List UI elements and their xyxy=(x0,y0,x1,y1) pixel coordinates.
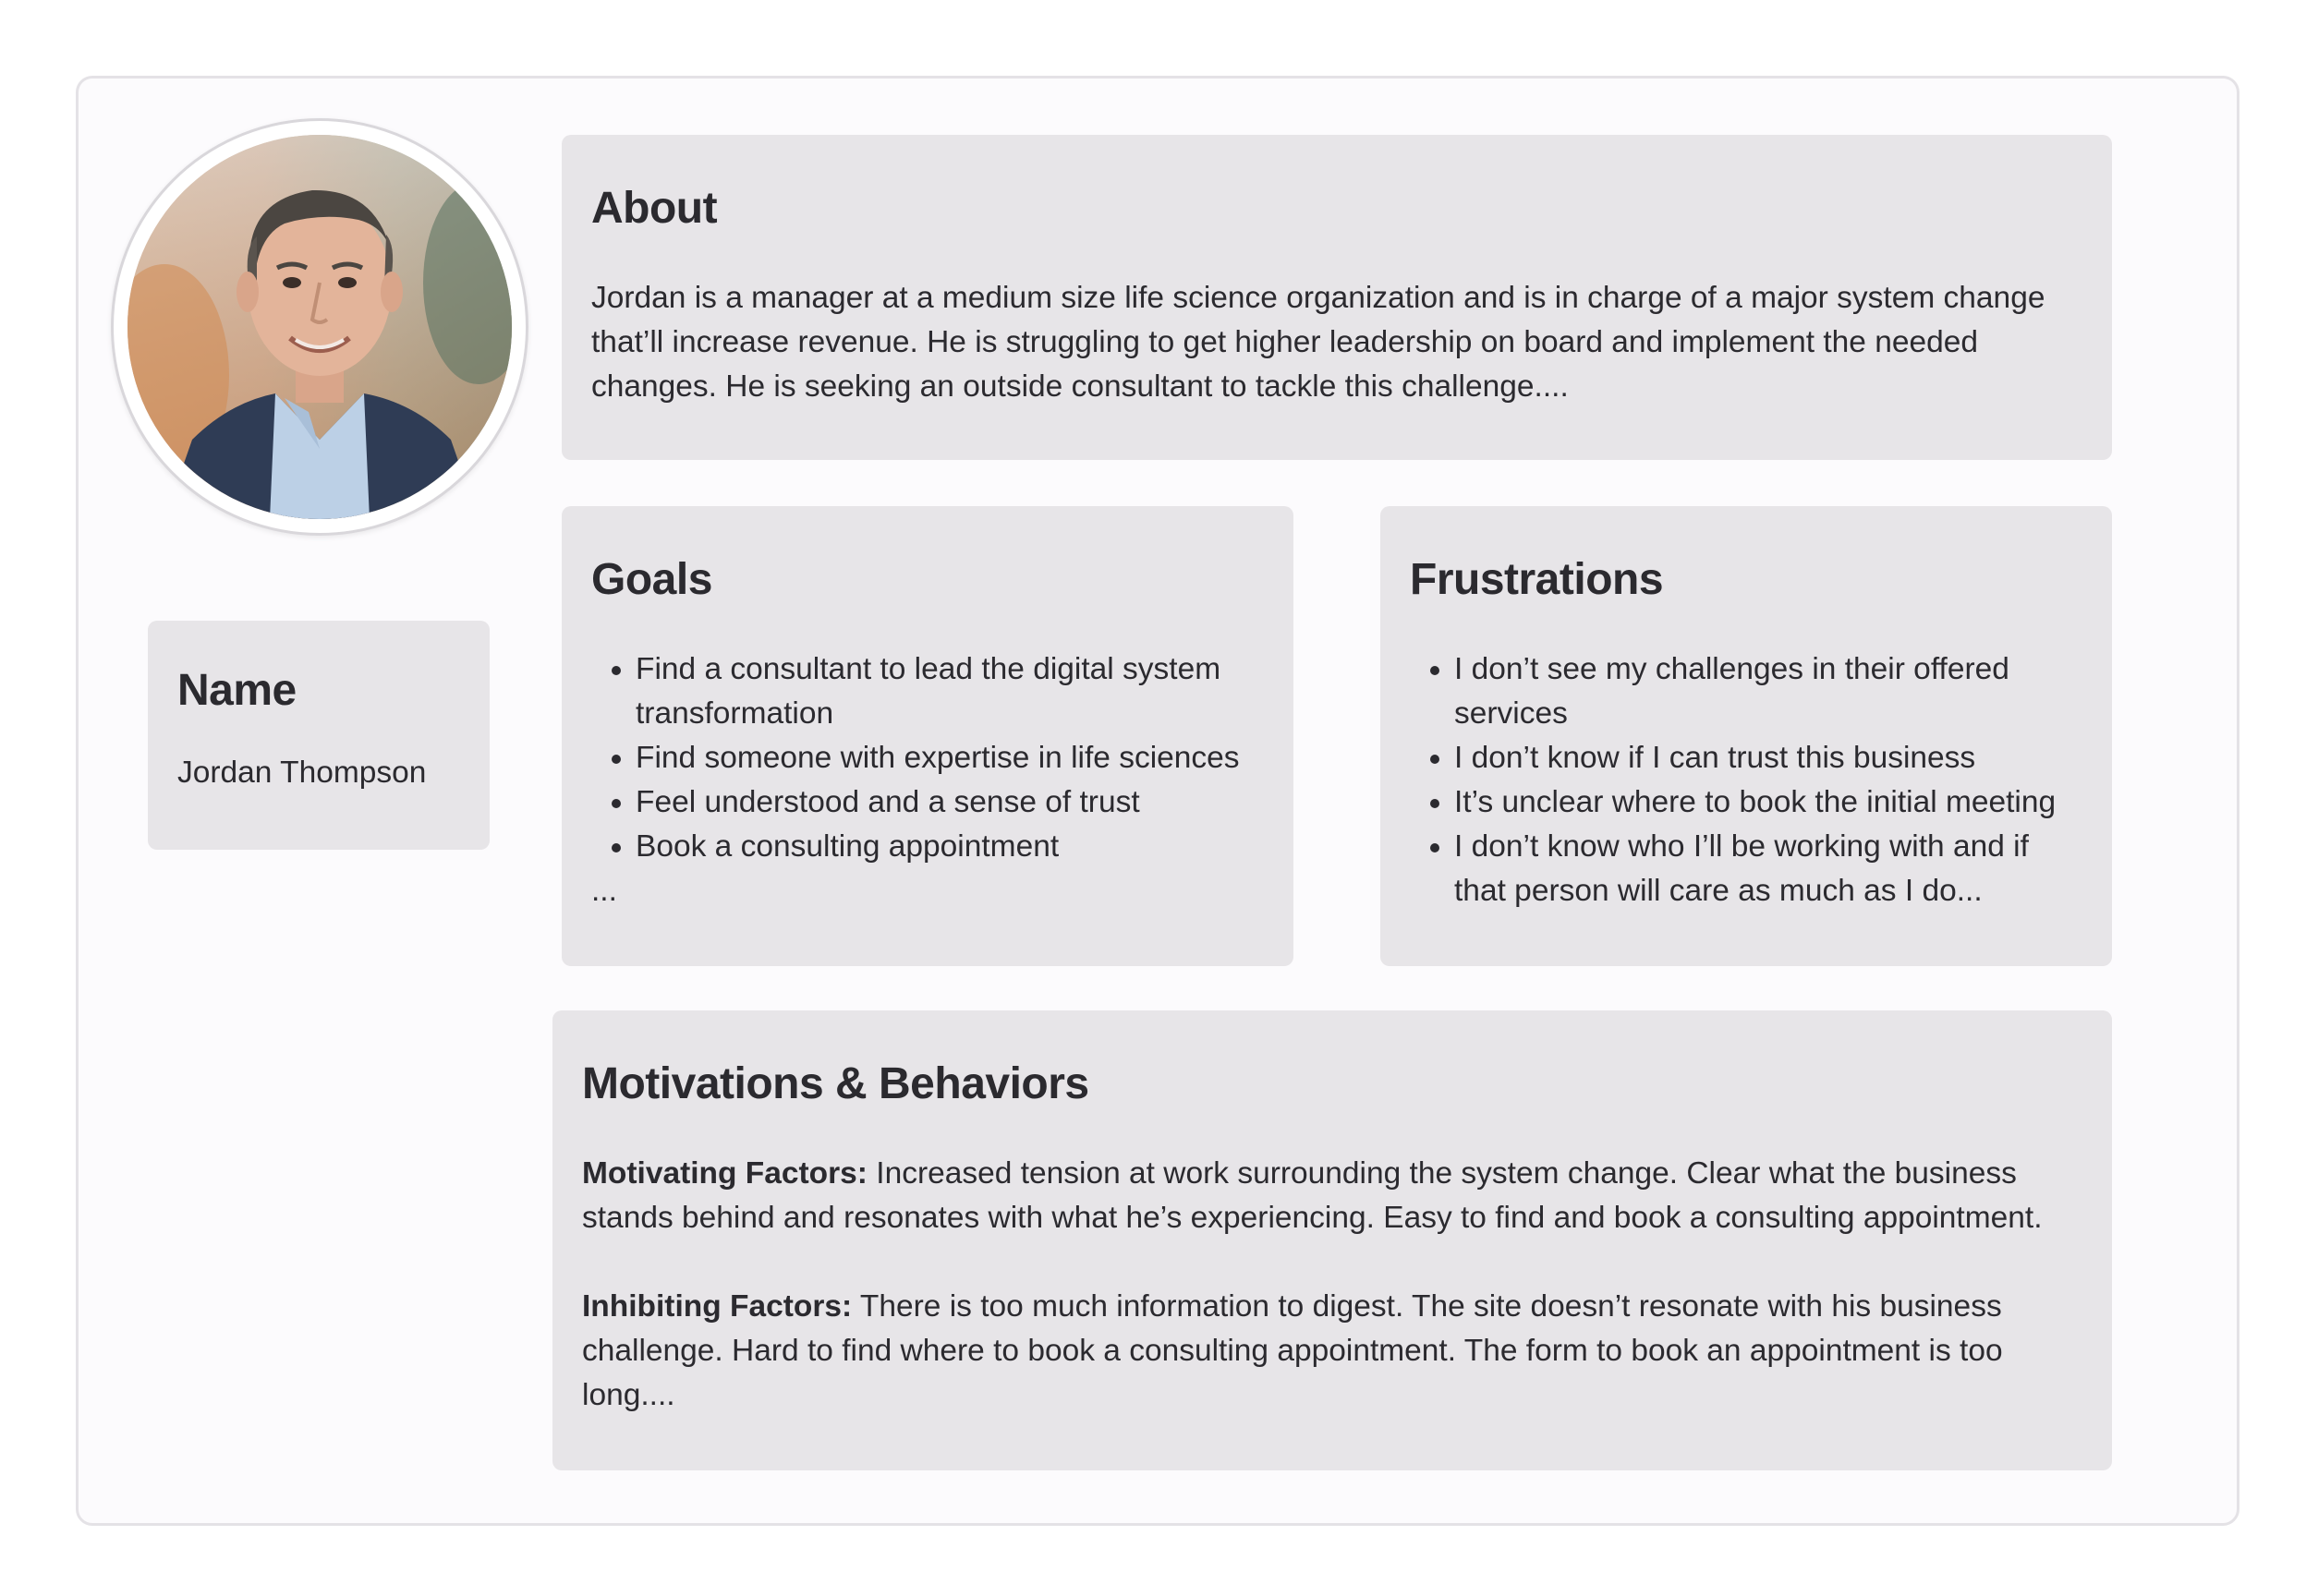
list-item: • I don’t see my challenges in their offered services xyxy=(1454,647,2082,736)
frustrations-list xyxy=(1410,647,2082,913)
inhibiting-factors xyxy=(582,1285,2082,1418)
motivating-label: Motivating Factors: xyxy=(582,1156,868,1191)
inhibiting-text: There is too much information to digest. The site doesn’t resonate with his business challenge. Hard to find where to book a consulting appointment. The form to book an appointment is too long.... xyxy=(582,1289,2003,1412)
list-item: • Feel understood and a sense of trust xyxy=(636,780,1264,825)
motivations-panel xyxy=(552,1010,2112,1470)
motivating-factors xyxy=(582,1152,2082,1240)
list-item: • Find someone with expertise in life sciences xyxy=(636,736,1264,780)
inhibiting-label: Inhibiting Factors: xyxy=(582,1289,853,1324)
about-heading: About xyxy=(591,184,718,233)
name-panel xyxy=(148,621,490,850)
list-item: • I don’t know who I’ll be working with and if that person will care as much as I do... xyxy=(1454,825,2082,913)
about-text: Jordan is a manager at a medium size life science organization and is in charge of a major system change that’ll increase revenue. He is struggling to get higher leadership on board and implement the needed changes. He is seeking an outside consultant to tackle this challenge.... xyxy=(591,281,2045,404)
list-item: • Book a consulting appointment xyxy=(636,825,1264,869)
motivations-heading: Motivations & Behaviors xyxy=(582,1059,1089,1108)
motivating-text: Increased tension at work surrounding the system change. Clear what the business stands behind and resonates with what he’s experiencing. Easy to find and book a consulting appointment. xyxy=(582,1156,2043,1235)
name-heading: Name xyxy=(177,666,297,715)
avatar-photo-illustration xyxy=(127,135,512,519)
avatar xyxy=(127,135,512,519)
goals-heading: Goals xyxy=(591,555,712,604)
goals-ellipsis: ... xyxy=(591,874,617,908)
list-item: • It’s unclear where to book the initial meeting xyxy=(1454,780,2082,825)
list-item: • I don’t know if I can trust this business xyxy=(1454,736,2082,780)
goals-panel xyxy=(562,506,1293,966)
frustrations-heading: Frustrations xyxy=(1410,555,1664,604)
persona-name: Jordan Thompson xyxy=(177,756,427,790)
goals-list xyxy=(591,647,1264,869)
list-item: • Find a consultant to lead the digital system transformation xyxy=(636,647,1264,736)
frustrations-panel xyxy=(1380,506,2112,966)
about-panel xyxy=(562,135,2112,460)
